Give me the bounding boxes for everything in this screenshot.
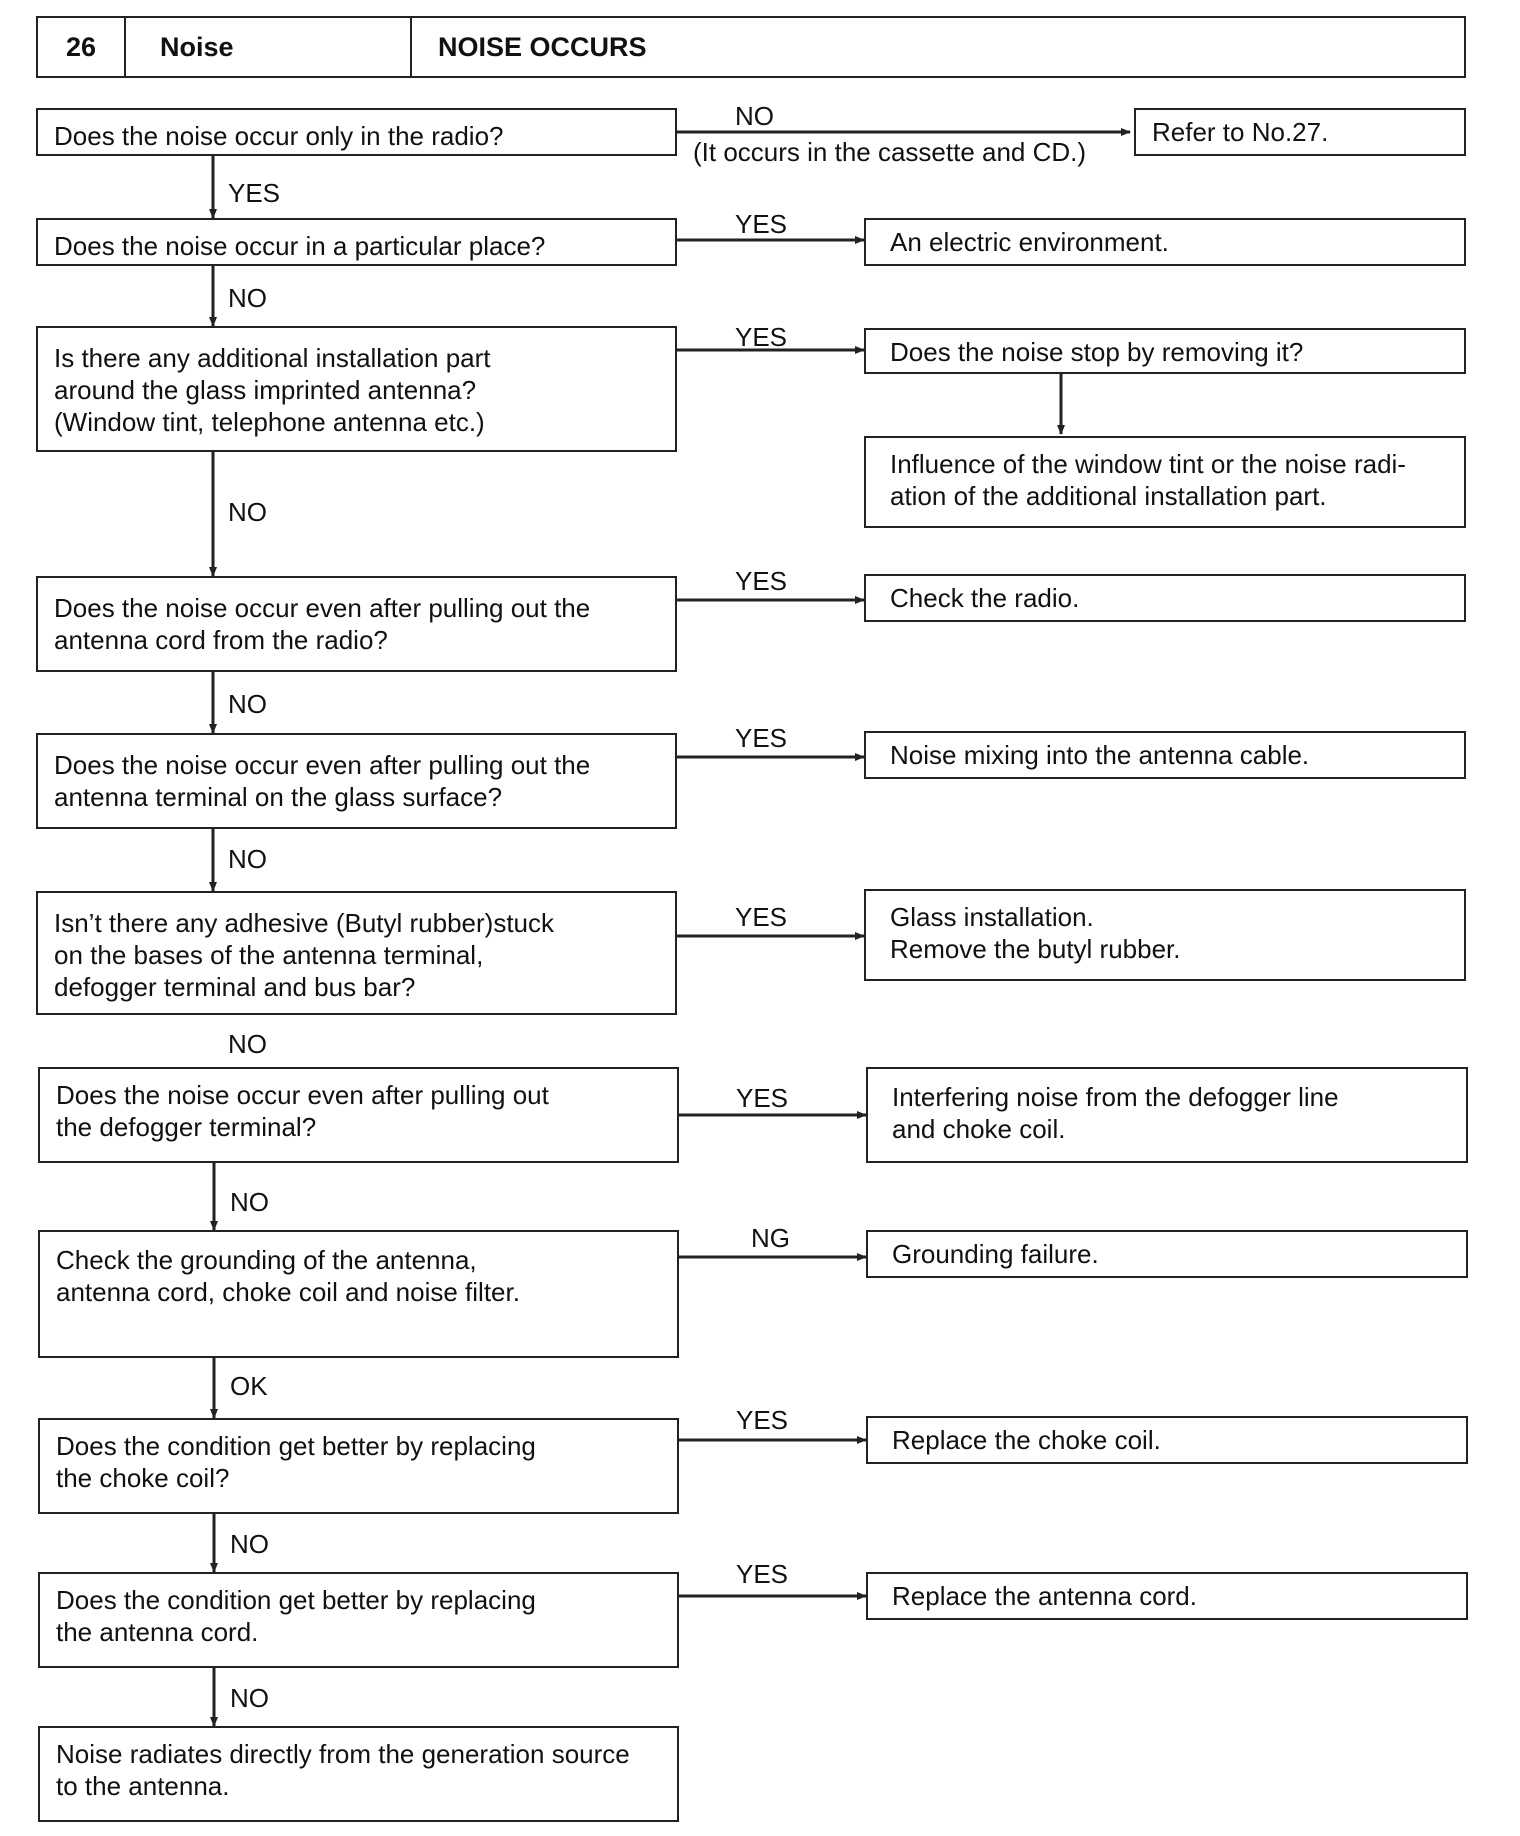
- label-no: NO: [228, 844, 267, 874]
- step-q1: Does the noise occur only in the radio?: [36, 108, 677, 156]
- label-yes: YES: [736, 1559, 789, 1589]
- result-r3a: Does the noise stop by removing it?: [864, 328, 1466, 374]
- step-q2: Does the noise occur in a particular place?: [36, 218, 677, 266]
- header-number: 26: [65, 31, 97, 62]
- result-r7: Interfering noise from the defogger line and choke coil.: [866, 1067, 1468, 1163]
- label-yes: YES: [735, 902, 788, 932]
- label-yes: YES: [735, 723, 788, 753]
- label-no: NO: [228, 283, 267, 313]
- label-no: NO: [735, 101, 774, 131]
- step-q11: Noise radiates directly from the generation source to the antenna.: [38, 1726, 679, 1822]
- label-yes: YES: [735, 322, 788, 352]
- step-q4: Does the noise occur even after pulling out the antenna cord from the radio?: [36, 576, 677, 672]
- header-title: NOISE OCCURS: [438, 31, 647, 62]
- result-r9: Replace the choke coil.: [866, 1416, 1468, 1464]
- step-q7: Does the noise occur even after pulling out the defogger terminal?: [38, 1067, 679, 1163]
- label-no: NO: [230, 1187, 269, 1217]
- result-r5: Noise mixing into the antenna cable.: [864, 731, 1466, 779]
- header-category: Noise: [160, 31, 234, 62]
- label-ng: NG: [751, 1223, 790, 1253]
- result-r3b: Influence of the window tint or the noise radi- ation of the additional installation part.: [864, 436, 1466, 528]
- result-r10: Replace the antenna cord.: [866, 1572, 1468, 1620]
- result-r2: An electric environment.: [864, 218, 1466, 266]
- label-yes: YES: [736, 1083, 789, 1113]
- step-q6: Isn’t there any adhesive (Butyl rubber)stuck on the bases of the antenna terminal, defogger terminal and bus bar?: [36, 891, 677, 1015]
- label-yes: YES: [735, 209, 788, 239]
- step-q10: Does the condition get better by replacing the antenna cord.: [38, 1572, 679, 1668]
- result-r4: Check the radio.: [864, 574, 1466, 622]
- label-no: NO: [228, 497, 267, 527]
- label-no-note: (It occurs in the cassette and CD.): [693, 137, 1087, 167]
- result-r8: Grounding failure.: [866, 1230, 1468, 1278]
- step-q8: Check the grounding of the antenna, antenna cord, choke coil and noise filter.: [38, 1230, 679, 1358]
- label-ok: OK: [230, 1371, 268, 1401]
- step-q3: Is there any additional installation part around the glass imprinted antenna? (Window tint, telephone antenna etc.): [36, 326, 677, 452]
- label-no: NO: [228, 1029, 267, 1059]
- label-yes: YES: [736, 1405, 789, 1435]
- label-yes: YES: [735, 566, 788, 596]
- label-yes: YES: [228, 178, 281, 208]
- result-r6: Glass installation. Remove the butyl rubber.: [864, 889, 1466, 981]
- step-q9: Does the condition get better by replacing the choke coil?: [38, 1418, 679, 1514]
- result-r1: Refer to No.27.: [1134, 108, 1466, 156]
- label-no: NO: [230, 1683, 269, 1713]
- step-q5: Does the noise occur even after pulling out the antenna terminal on the glass surface?: [36, 733, 677, 829]
- label-no: NO: [230, 1529, 269, 1559]
- label-no: NO: [228, 689, 267, 719]
